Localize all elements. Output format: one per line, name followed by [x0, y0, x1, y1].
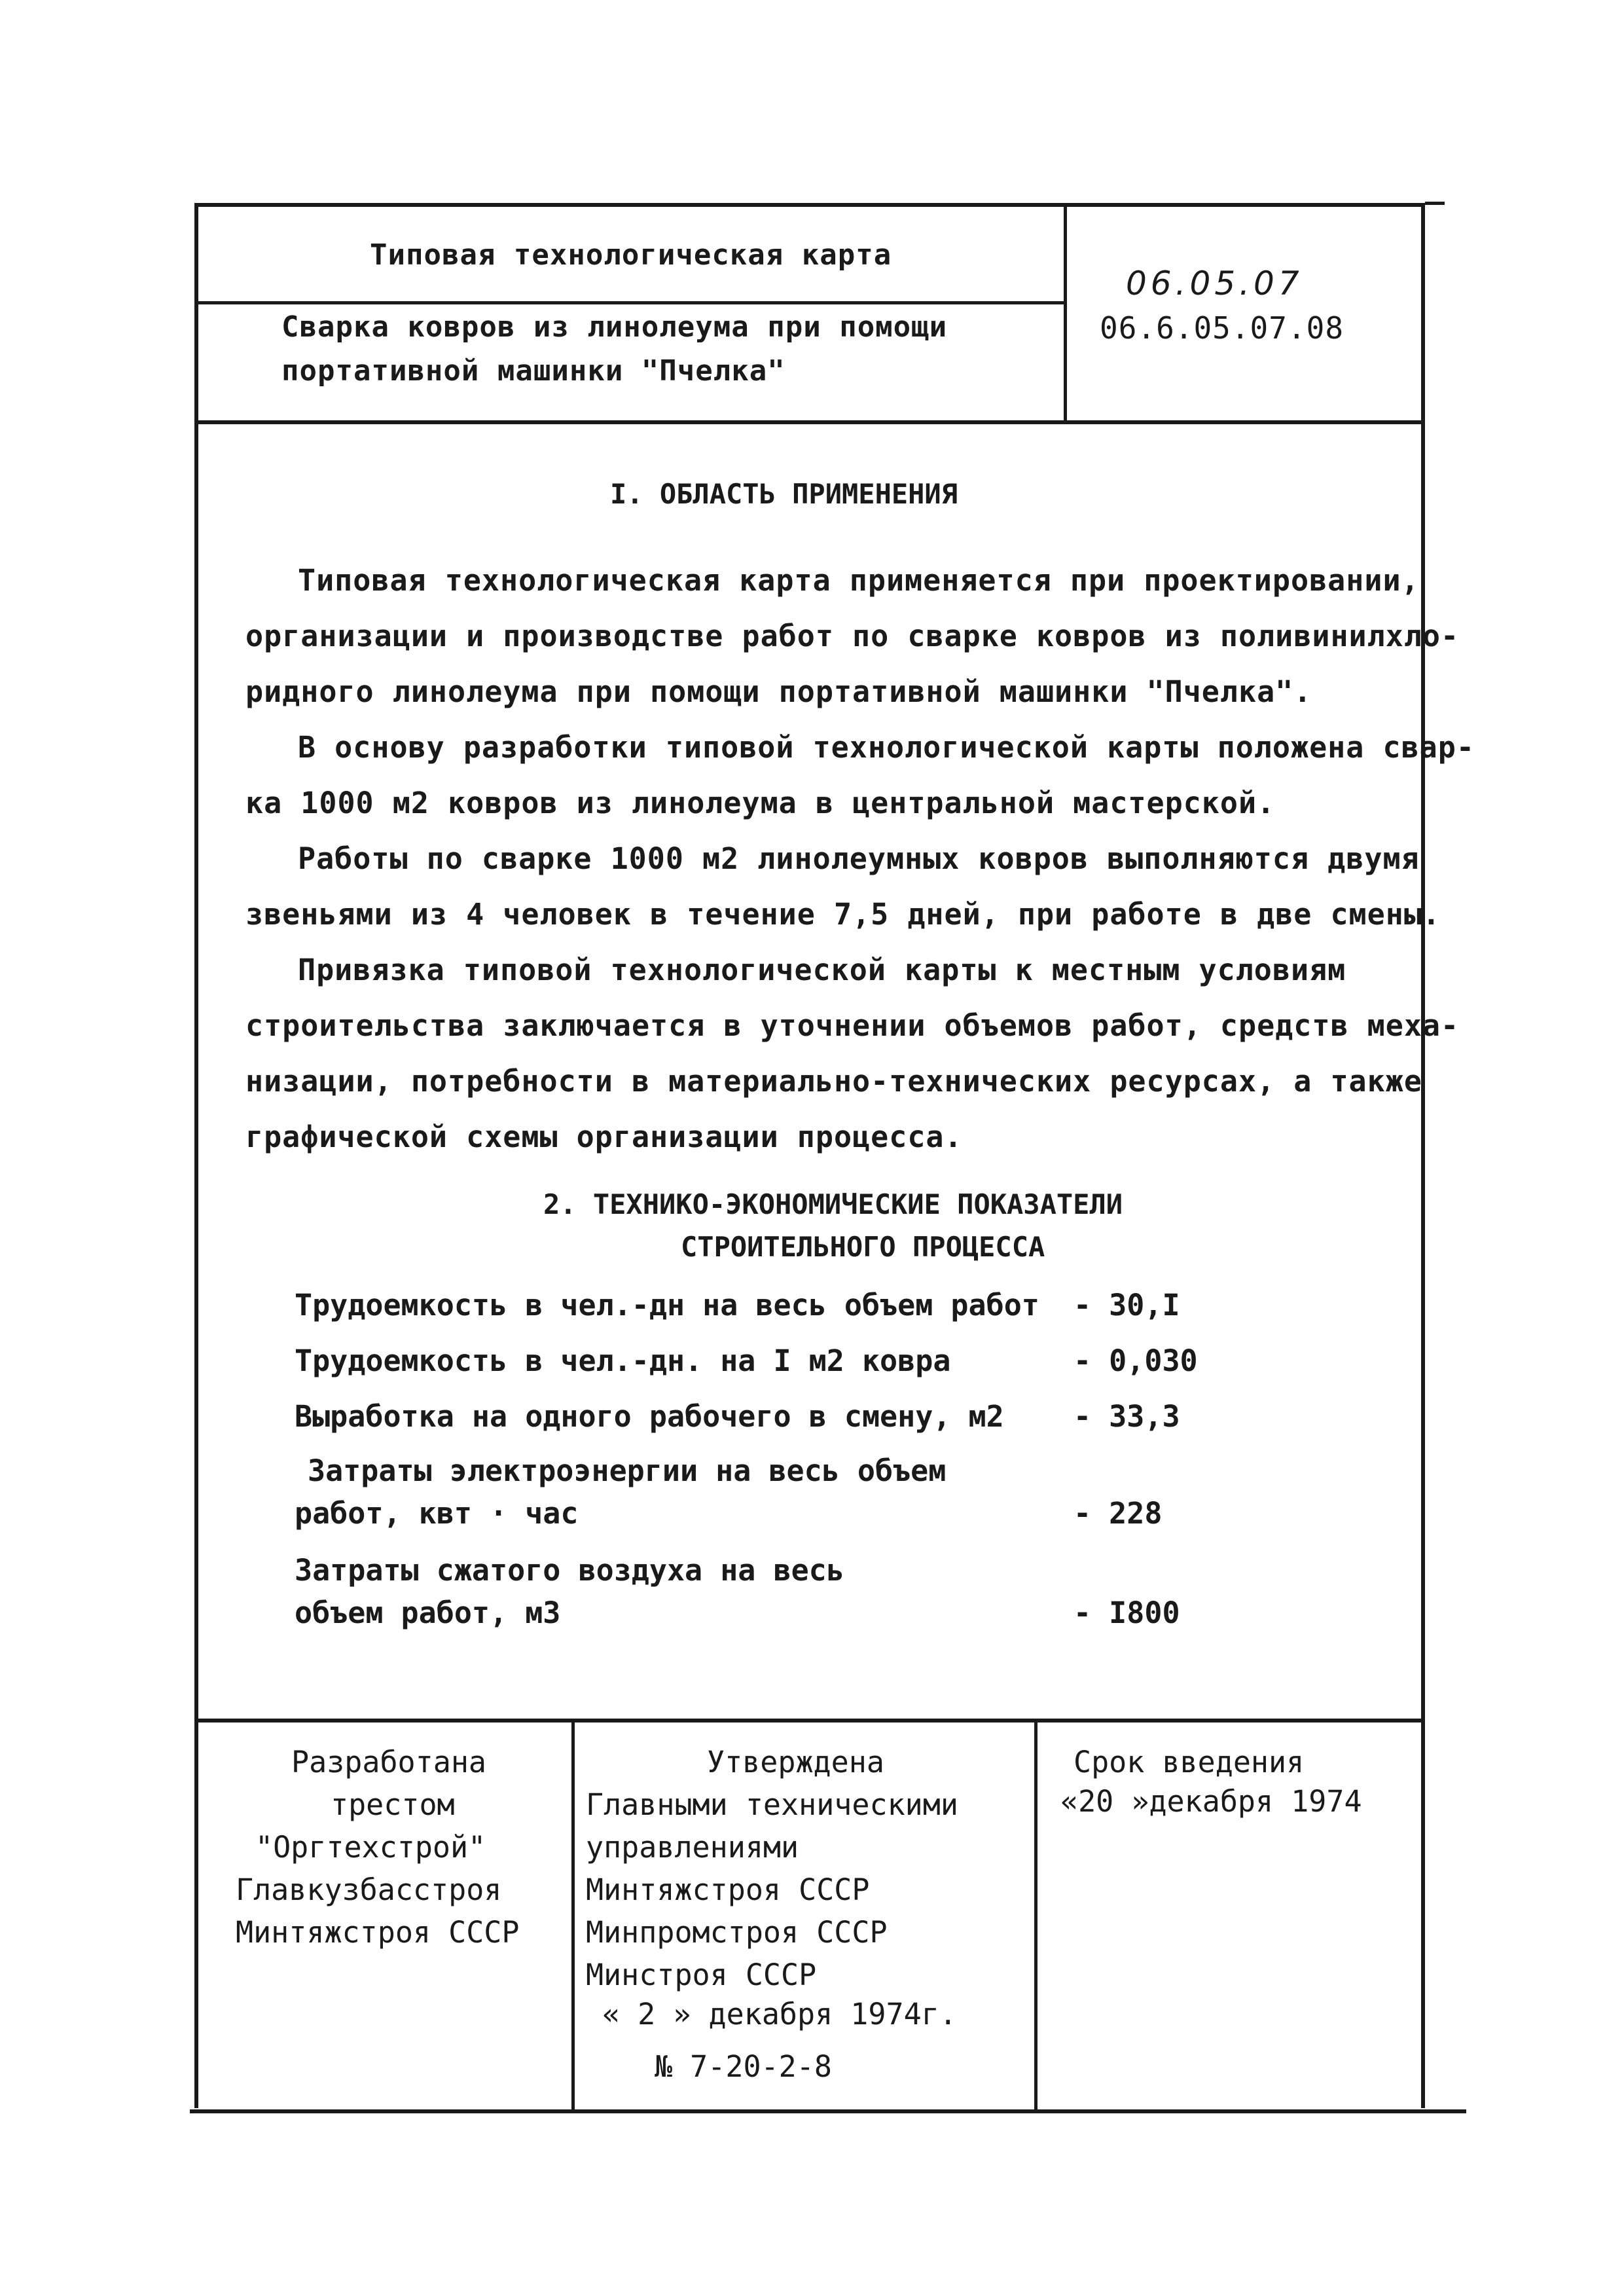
developed-by: Минтяжстроя СССР [236, 1915, 520, 1950]
card-subtitle: портативной машинки "Пчелка" [281, 354, 785, 388]
paragraph-line: низации, потребности в материально-технических ресурсах, а также [245, 1064, 1422, 1099]
paragraph-line: графической схемы организации процесса. [245, 1120, 963, 1154]
term-title: Срок введения [1074, 1745, 1305, 1779]
developed-by: "Оргтехстрой" [255, 1830, 486, 1865]
indicator-label: Затраты электроэнергии на весь объем [308, 1453, 947, 1488]
paragraph-line: звеньями из 4 человек в течение 7,5 дней, при работе в две смены. [245, 897, 1441, 932]
approved-by: Утверждена [707, 1745, 884, 1779]
indicator-value: - 30,I [1074, 1288, 1180, 1322]
card-code: 06.6.05.07.08 [1100, 310, 1344, 346]
approved-by: Минстроя СССР [586, 1958, 817, 1992]
section-heading: 2. ТЕХНИКО-ЭКОНОМИЧЕСКИЕ ПОКАЗАТЕЛИ [543, 1188, 1123, 1220]
approved-by: Главными техническими [586, 1787, 958, 1822]
paragraph-line: Работы по сварке 1000 м2 линолеумных ковров выполняются двумя [298, 841, 1420, 876]
card-title: Типовая технологическая карта [370, 238, 892, 272]
frame-line [1425, 202, 1445, 205]
footer-divider [571, 1719, 575, 2109]
section-heading: СТРОИТЕЛЬНОГО ПРОЦЕССА [681, 1231, 1045, 1263]
indicator-label: работ, квт · час [295, 1496, 579, 1531]
section-heading: I. ОБЛАСТЬ ПРИМЕНЕНИЯ [610, 478, 958, 510]
paragraph-line: ридного линолеума при помощи портативной машинки "Пчелка". [245, 674, 1312, 709]
paragraph-line: ка 1000 м2 ковров из линолеума в центральной мастерской. [245, 786, 1276, 820]
handwritten-code: 06.05.07 [1126, 264, 1303, 302]
approved-by: управлениями [586, 1830, 799, 1865]
approved-by: Минпромстроя СССР [586, 1915, 888, 1950]
frame-line [190, 2109, 1466, 2113]
indicator-label: объем работ, м3 [295, 1595, 561, 1630]
developed-by: трестом [331, 1787, 455, 1822]
indicator-value: - 33,3 [1074, 1399, 1180, 1434]
term-date: «20 »декабря 1974 [1060, 1784, 1362, 1819]
approved-by: Минтяжстроя СССР [586, 1872, 870, 1907]
card-subtitle: Сварка ковров из линолеума при помощи [281, 310, 948, 344]
footer-divider [1034, 1719, 1038, 2109]
indicator-label: Трудоемкость в чел.-дн. на I м2 ковра [295, 1343, 951, 1378]
approval-number: № 7-20-2-8 [655, 2049, 832, 2084]
paragraph-line: В основу разработки типовой технологической карты положена свар- [298, 730, 1475, 765]
developed-by: Разработана [291, 1745, 487, 1779]
header-divider [1064, 203, 1067, 422]
header-divider [194, 420, 1425, 424]
approval-date: « 2 » декабря 1974г. [602, 1997, 957, 2032]
indicator-label: Затраты сжатого воздуха на весь [295, 1553, 844, 1588]
indicator-label: Трудоемкость в чел.-дн на весь объем работ [295, 1288, 1039, 1322]
footer-divider [194, 1719, 1425, 1722]
paragraph-line: строительства заключается в уточнении объемов работ, средств меха- [245, 1008, 1460, 1043]
indicator-value: - I800 [1074, 1595, 1180, 1630]
header-divider [194, 301, 1065, 304]
indicator-value: - 228 [1074, 1496, 1163, 1531]
developed-by: Главкузбасстроя [236, 1872, 502, 1907]
paragraph-line: организации и производстве работ по сварке ковров из поливинилхло- [245, 619, 1460, 653]
paragraph-line: Привязка типовой технологической карты к местным условиям [298, 953, 1346, 987]
indicator-label: Выработка на одного рабочего в смену, м2 [295, 1399, 1004, 1434]
indicator-value: - 0,030 [1074, 1343, 1198, 1378]
paragraph-line: Типовая технологическая карта применяется при проектировании, [298, 563, 1420, 598]
